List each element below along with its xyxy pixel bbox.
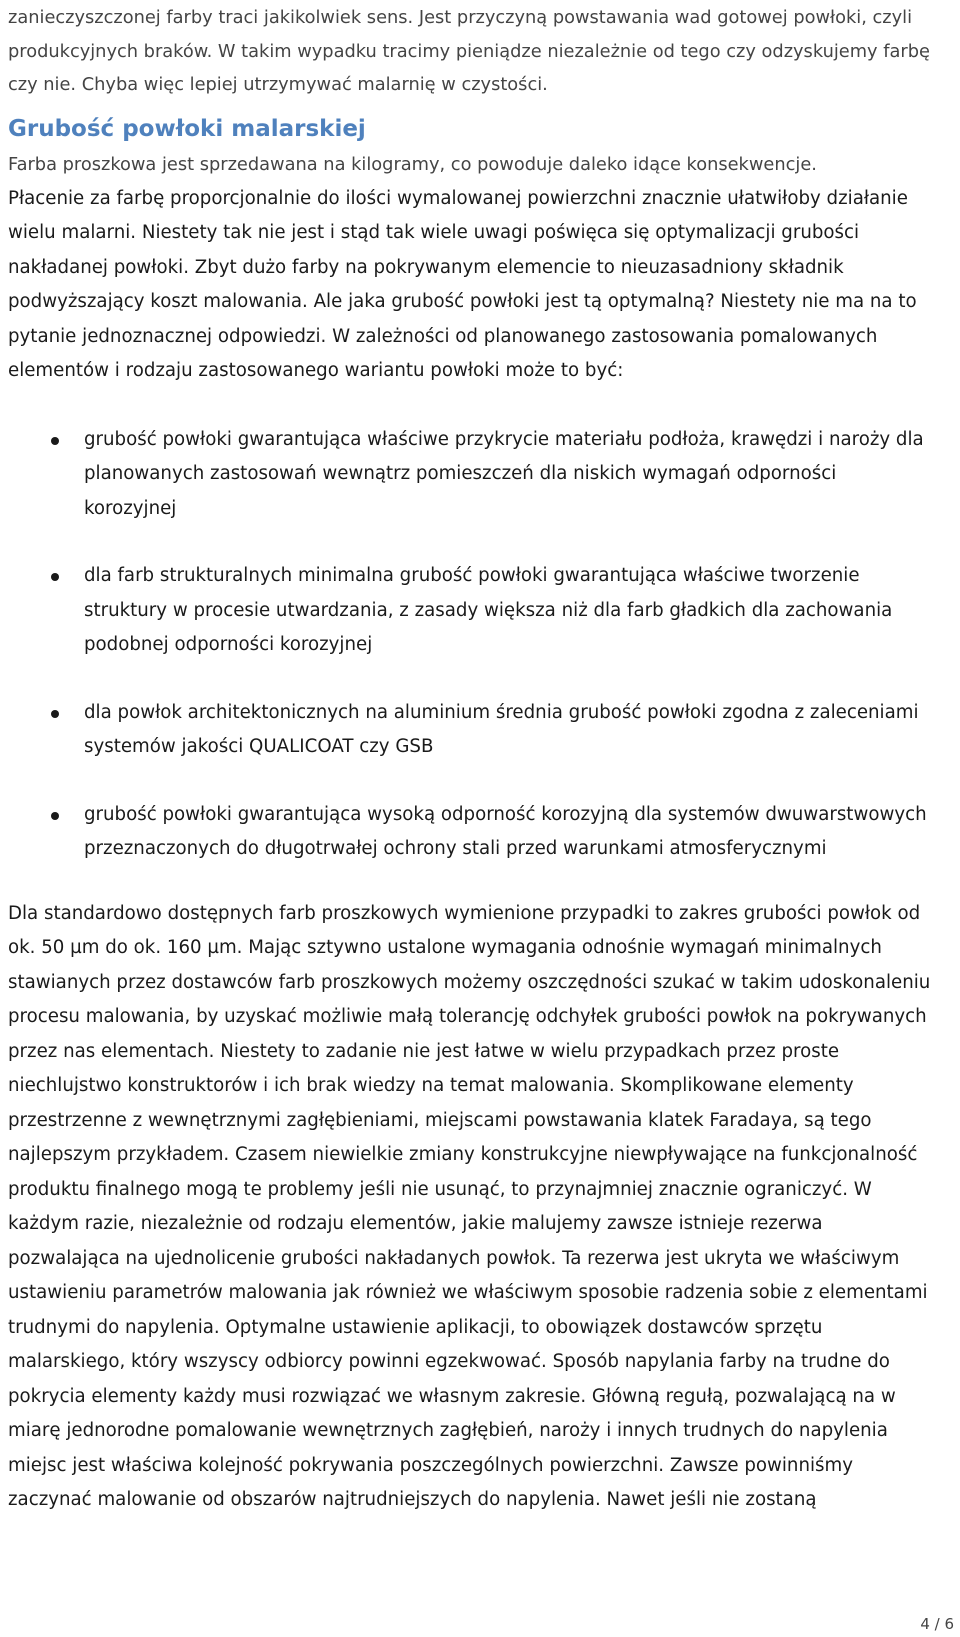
opening-paragraph: zanieczyszczonej farby traci jakikolwiek sens. Jest przyczyną powstawania wad gotowej powłoki, czyli produkcyjnych braków. W takim wypadku tracimy pieniądze niezależnie od tego czy odzyskujemy farbę czy nie. Chyba więc lepiej utrzymywać malarnię w czystości. — [8, 7, 930, 96]
section-heading: Grubość powłoki malarskiej — [8, 115, 366, 142]
bullet-item — [8, 423, 934, 527]
bullet-text: grubość powłoki gwarantująca właściwe przykrycie materiału podłoża, krawędzi i naroży dla planowanych zastosowań wewnątrz pomieszczeń dla niskich wymagań odporności korozyjnej — [84, 428, 924, 519]
bullet-text: grubość powłoki gwarantująca wysoką odporność korozyjną dla systemów dwuwarstwowych przeznaczonych do długotrwałej ochrony stali przed warunkami atmosferycznymi — [84, 803, 927, 860]
bullet-list — [8, 423, 934, 867]
page-number: 4 / 6 — [920, 1615, 954, 1633]
intro-sentence: Farba proszkowa jest sprzedawana na kilogramy, co powoduje daleko idące konsekwencje. — [8, 153, 817, 175]
bullet-item — [8, 696, 934, 765]
bullet-item — [8, 559, 934, 663]
body-paragraph: Płacenie za farbę proporcjonalnie do ilości wymalowanej powierzchni znacznie ułatwiłoby działanie wielu malarni. Niestety tak nie jest i stąd tak wiele uwagi poświęca się optymalizacji grubości nakładanej powłoki. Zbyt dużo farby na pokrywanym elemencie to nieuzasadniony składnik podwyższający koszt malowania. Ale jaka grubość powłoki jest tą optymalną? Niestety nie ma na to pytanie jednoznacznej odpowiedzi. W zależności od planowanego zastosowania pomalowanych elementów i rodzaju zastosowanego wariantu powłoki może to być: — [8, 187, 917, 382]
bullet-icon — [51, 710, 59, 718]
bullet-icon — [51, 437, 59, 445]
bullet-icon — [51, 573, 59, 581]
bullet-text: dla farb strukturalnych minimalna grubość powłoki gwarantująca właściwe tworzenie struktury w procesie utwardzania, z zasady większa niż dla farb gładkich dla zachowania podobnej odporności korozyjnej — [84, 565, 893, 656]
bullet-item — [8, 798, 934, 867]
document-page — [8, 0, 934, 1518]
closing-paragraph: Dla standardowo dostępnych farb proszkowych wymienione przypadki to zakres grubości powłok od ok. 50 µm do ok. 160 µm. Mając sztywno ustalone wymagania odnośnie wymagań minimalnych stawianych przez dostawców farb proszkowych możemy oszczędności szukać w takim udoskonaleniu procesu malowania, by uzyskać możliwie małą tolerancję odchyłek grubości powłok na pokrywanych przez nas elementach. Niestety to zadanie nie jest łatwe w wielu przypadkach przez proste niechlujstwo konstruktorów i ich brak wiedzy na temat malowania. Skomplikowane elementy przestrzenne z wewnętrznymi zagłębieniami, miejscami powstawania klatek Faradaya, są tego najlepszym przykładem. Czasem niewielkie zmiany konstrukcyjne niewpływające na funkcjonalność produktu finalnego mogą te problemy jeśli nie usunąć, to przynajmniej znacznie ograniczyć. W każdym razie, niezależnie od rodzaju elementów, jakie malujemy zawsze istnieje rezerwa pozwalająca na ujednolicenie grubości nakładanych powłok. Ta rezerwa jest ukryta we właściwym ustawieniu parametrów malowania jak również we właściwym sposobie radzenia sobie z elementami trudnymi do napylenia. Optymalne ustawienie aplikacji, to obowiązek dostawców sprzętu malarskiego, który wszyscy odbiorcy powinni egzekwować. Sposób napylania farby na trudne do pokrycia elementy każdy musi rozwiązać we własnym zakresie. Główną regułą, pozwalającą na w miarę jednorodne pomalowanie wewnętrznych zagłębień, naroży i innych trudnych do napylenia miejsc jest właściwa kolejność pokrywania poszczególnych powierzchni. Zawsze powinniśmy zaczynać malowanie od obszarów najtrudniejszych do napylenia. Nawet jeśli nie zostaną — [8, 902, 931, 1511]
bullet-icon — [51, 812, 59, 820]
bullet-text: dla powłok architektonicznych na aluminium średnia grubość powłoki zgodna z zaleceniami systemów jakości QUALICOAT czy GSB — [84, 701, 919, 758]
